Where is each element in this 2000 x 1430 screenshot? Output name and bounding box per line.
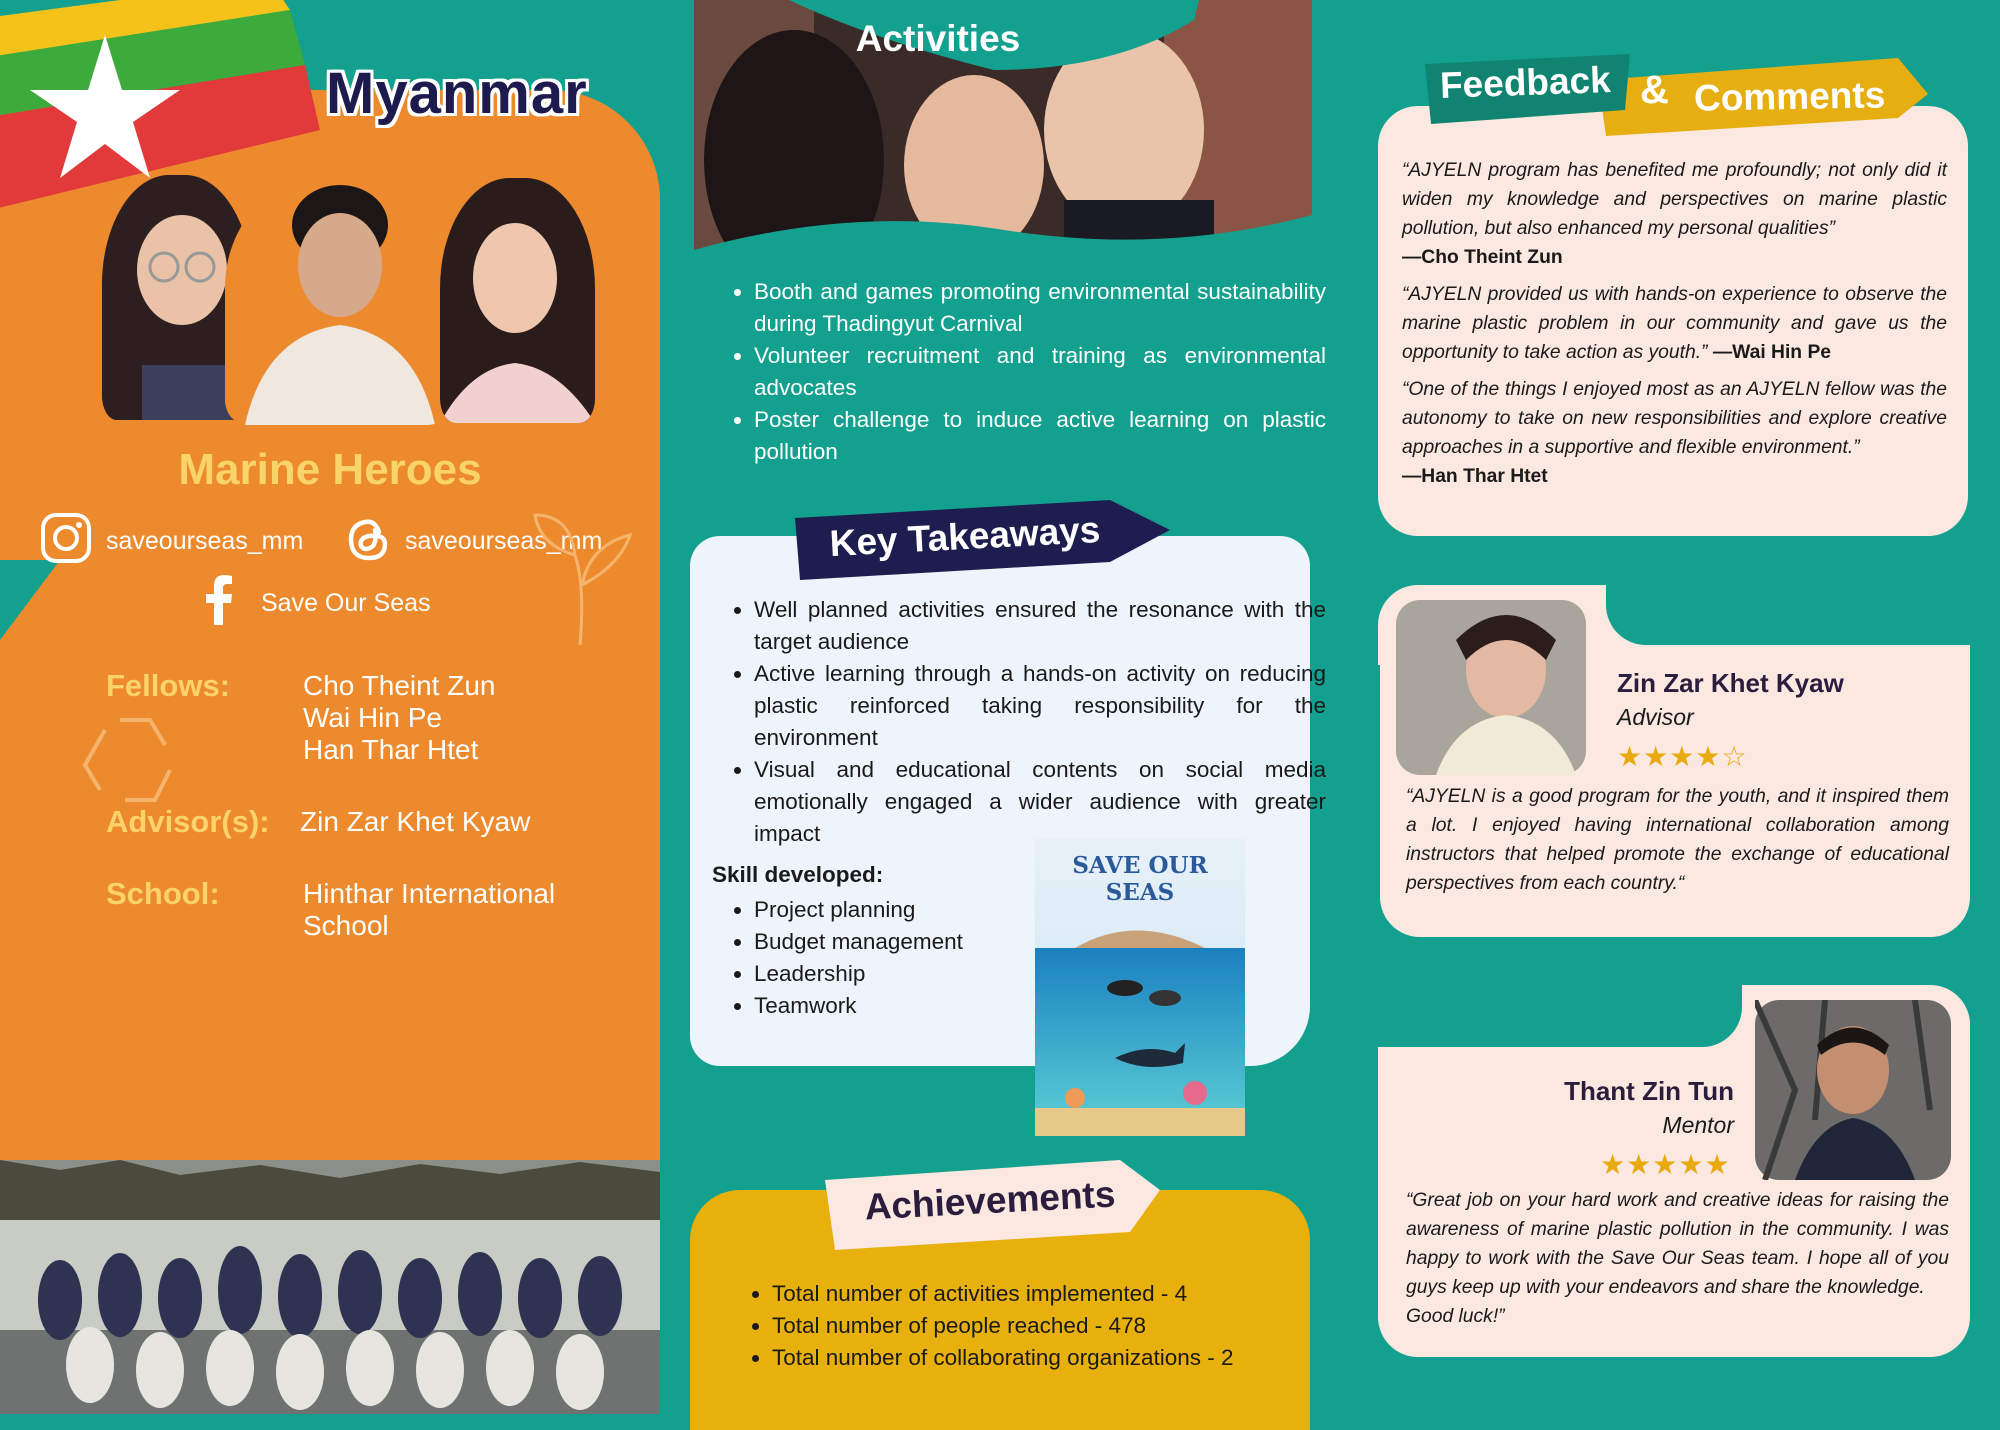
fellow-name: Cho Theint Zun bbox=[303, 670, 496, 701]
recycle-icon bbox=[70, 700, 200, 820]
country-title: Myanmar bbox=[326, 61, 588, 126]
school-line: School bbox=[303, 910, 389, 941]
star-filled-icon: ★ bbox=[1600, 1149, 1627, 1180]
mentor-card-notch bbox=[1378, 985, 1742, 1047]
star-filled-icon: ★ bbox=[1669, 741, 1696, 772]
star-filled-icon: ★ bbox=[1704, 1149, 1731, 1180]
achievement-item: • Total number of collaborating organizations - 2 bbox=[772, 1342, 1332, 1374]
activity-item: • Volunteer recruitment and training as environmental advocates bbox=[754, 340, 1326, 404]
quote-author: —Han Thar Htet bbox=[1402, 466, 1548, 487]
profile-panel bbox=[0, 0, 660, 1414]
facebook-icon bbox=[205, 575, 233, 632]
facebook-link[interactable] bbox=[205, 575, 431, 632]
quote-author: —Cho Theint Zun bbox=[1402, 247, 1563, 268]
comments-title: Comments bbox=[1693, 74, 1886, 119]
activity-item: • Poster challenge to induce active learning on plastic pollution bbox=[754, 404, 1326, 468]
activities-title: Activities bbox=[855, 18, 1021, 59]
facebook-page: Save Our Seas bbox=[261, 589, 431, 617]
mentor-name: Thant Zin Tun bbox=[1564, 1076, 1734, 1106]
advisor-name: Zin Zar Khet Kyaw bbox=[1617, 668, 1844, 698]
advisor-rating bbox=[1617, 740, 1747, 773]
takeaway-item: • Visual and educational contents on social media emotionally engaged a wider audience with greater impact bbox=[754, 754, 1326, 850]
takeaways-title: Key Takeaways bbox=[828, 508, 1102, 565]
takeaways-list bbox=[714, 594, 1326, 850]
takeaway-item: • Active learning through a hands-on activity on reducing plastic reinforced taking responsibility for the environment bbox=[754, 658, 1326, 754]
instagram-icon bbox=[40, 512, 92, 571]
fellows-list bbox=[303, 670, 496, 766]
fellow-name: Han Thar Htet bbox=[303, 734, 479, 765]
skill-item: • Project planning bbox=[754, 894, 963, 926]
group-photo bbox=[0, 1160, 660, 1414]
fellow-quote bbox=[1402, 280, 1947, 367]
advisor-label: Advisor(s): bbox=[106, 804, 270, 839]
advisor-photo bbox=[1396, 600, 1586, 775]
threads-icon bbox=[345, 512, 391, 571]
feedback-title: Feedback bbox=[1439, 59, 1612, 106]
takeaway-item: • Well planned activities ensured the resonance with the target audience bbox=[754, 594, 1326, 658]
star-filled-icon: ★ bbox=[1617, 741, 1644, 772]
fellow-name: Wai Hin Pe bbox=[303, 702, 443, 733]
fellows-label: Fellows: bbox=[106, 668, 231, 703]
mentor-role: Mentor bbox=[1662, 1112, 1734, 1138]
skill-item: • Budget management bbox=[754, 926, 963, 958]
star-empty-icon: ☆ bbox=[1721, 741, 1747, 772]
skills-list bbox=[714, 894, 963, 1022]
fellow-portrait-3 bbox=[440, 178, 595, 423]
mentor-photo bbox=[1755, 1000, 1951, 1180]
skill-item: • Leadership bbox=[754, 958, 963, 990]
achievements-list bbox=[732, 1278, 1332, 1374]
advisor-card-notch bbox=[1606, 585, 1970, 645]
team-name: Marine Heroes bbox=[178, 445, 482, 494]
school-value bbox=[303, 878, 555, 942]
achievement-item: • Total number of activities implemented - 4 bbox=[772, 1278, 1332, 1310]
fellow-quote bbox=[1402, 156, 1947, 272]
threads-handle: saveourseas_mm bbox=[405, 527, 603, 555]
mentor-rating bbox=[1600, 1148, 1731, 1181]
leaf-doodle-icon bbox=[530, 505, 640, 645]
school-label: School: bbox=[106, 876, 220, 911]
advisor-value: Zin Zar Khet Kyaw bbox=[300, 806, 531, 837]
activities-list bbox=[714, 276, 1326, 468]
star-filled-icon: ★ bbox=[1643, 741, 1670, 772]
advisor-role: Advisor bbox=[1617, 704, 1694, 730]
fellow-portrait-2 bbox=[225, 175, 450, 425]
mentor-quote bbox=[1406, 1186, 1949, 1331]
panel-notch bbox=[0, 560, 60, 640]
star-filled-icon: ★ bbox=[1678, 1149, 1705, 1180]
mentor-quote-closing: Good luck!” bbox=[1406, 1306, 1505, 1327]
feedback-ampersand: & bbox=[1640, 68, 1669, 112]
star-filled-icon: ★ bbox=[1695, 741, 1722, 772]
advisor-quote: “AJYELN is a good program for the youth, and it inspired them a lot. I enjoyed having international collaboration among instructors that helped promote the exchange of educational perspectives from each country.“ bbox=[1406, 786, 1949, 894]
mentor-quote-text: “Great job on your hard work and creative ideas for raising the awareness of marine plastic pollution in the community. I was happy to work with the Save Our Seas team. I hope all of you guys keep up with your endeavors and share the knowledge. bbox=[1406, 1190, 1949, 1298]
quote-author: —Wai Hin Pe bbox=[1712, 342, 1832, 363]
skills-title: Skill developed: bbox=[712, 862, 884, 887]
instagram-link[interactable] bbox=[40, 512, 303, 571]
instagram-handle: saveourseas_mm bbox=[106, 527, 304, 555]
achievement-item: • Total number of people reached - 478 bbox=[772, 1310, 1332, 1342]
star-filled-icon: ★ bbox=[1652, 1149, 1679, 1180]
activity-item: • Booth and games promoting environmental sustainability during Thadingyut Carnival bbox=[754, 276, 1326, 340]
fellow-quote bbox=[1402, 375, 1947, 491]
quote-text: “One of the things I enjoyed most as an AJYELN fellow was the autonomy to take on new responsibilities and explore creative approaches in a supportive and flexible environment.” bbox=[1402, 379, 1947, 458]
achievements-title: Achievements bbox=[863, 1173, 1117, 1228]
school-line: Hinthar International bbox=[303, 878, 556, 909]
star-filled-icon: ★ bbox=[1626, 1149, 1653, 1180]
poster-image bbox=[1035, 838, 1245, 1136]
quote-text: “AJYELN provided us with hands-on experience to observe the marine plastic problem in our community and gave us the opportunity to take action as youth.” bbox=[1402, 284, 1947, 363]
quote-text: “AJYELN program has benefited me profoundly; not only did it widen my knowledge and perspectives on marine plastic pollution, but also enhanced my personal qualities” bbox=[1402, 160, 1947, 239]
poster-title: SAVE OUR SEAS bbox=[1072, 852, 1208, 906]
skill-item: • Teamwork bbox=[754, 990, 963, 1022]
